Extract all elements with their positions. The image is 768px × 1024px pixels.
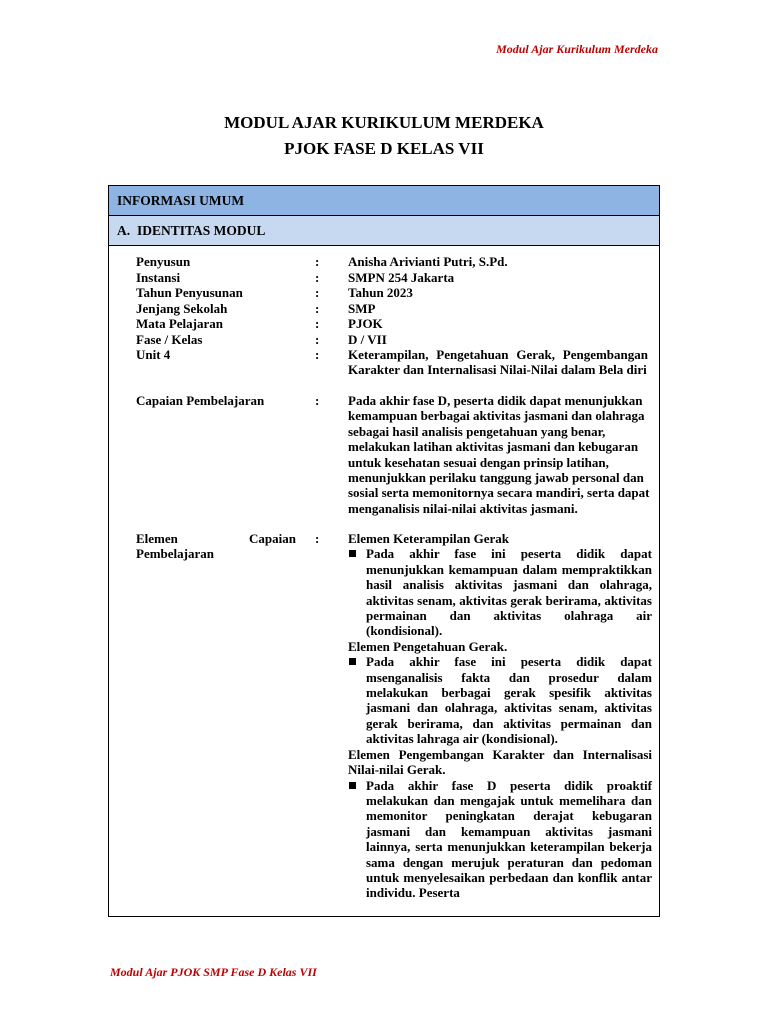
identity-label: Unit 4 <box>136 347 171 362</box>
subsection-label: IDENTITAS MODUL <box>137 223 266 238</box>
elemen-bullet <box>348 546 652 638</box>
separator: : <box>315 531 320 546</box>
identity-value: D / VII <box>348 331 387 347</box>
identity-label: Fase / Kelas <box>136 331 203 347</box>
module-info-table <box>108 185 660 917</box>
separator: : <box>315 331 320 347</box>
running-footer: Modul Ajar PJOK SMP Fase D Kelas VII <box>110 965 317 979</box>
square-bullet-icon <box>349 658 356 665</box>
separator: : <box>315 285 320 300</box>
capaian-label: Capaian Pembelajaran <box>136 393 265 408</box>
square-bullet-icon <box>349 550 356 557</box>
elemen-heading: Elemen Keterampilan Gerak <box>348 531 510 546</box>
elemen-label-line1: Elemen Capaian <box>136 531 296 546</box>
separator: : <box>315 269 320 285</box>
identity-label: Instansi <box>136 269 181 285</box>
separator: : <box>315 254 320 269</box>
elemen-bullet <box>348 778 652 901</box>
elemen-label <box>136 531 296 562</box>
separator: : <box>315 347 320 362</box>
section-bar-informasi-umum: INFORMASI UMUM <box>109 186 659 216</box>
identity-value: Tahun 2023 <box>348 285 413 300</box>
elemen-bullet <box>348 654 652 746</box>
separator: : <box>315 316 320 331</box>
identity-value: Keterampilan, Pengetahuan Gerak, Pengembangan Karakter dan Internalisasi Nilai-Nilai dalam Bela diri <box>348 347 648 378</box>
subsection-bar-identitas-modul <box>109 216 659 246</box>
capaian-text: Pada akhir fase D, peserta didik dapat menunjukkan kemampuan berbagai aktivitas jasmani dan olahraga sebagai hasil analisis pengetahuan yang benar, melakukan latihan aktivitas jasmani dan kebugaran untuk kesehatan sesuai dengan prinsip latihan, menunjukkan perilaku tanggung jawab personal dan sosial serta memonitornya secara mandiri, serta dapat menganalisis nilai-nilai aktivitas jasmani. <box>348 393 650 516</box>
identity-label: Tahun Penyusunan <box>136 285 243 300</box>
separator: : <box>315 300 320 316</box>
running-header: Modul Ajar Kurikulum Merdeka <box>496 42 658 56</box>
elemen-content <box>348 531 652 901</box>
elemen-bullet-text: Pada akhir fase ini peserta didik dapat menunjukkan kemampuan dalam mempraktikkan hasil analisis aktivitas jasmani dan olahraga, aktivitas senam, aktivitas gerak berirama, aktivitas permainan dan aktivitas olahraga air (kondisional). <box>366 546 652 639</box>
identity-value: SMP <box>348 300 376 316</box>
elemen-label-line2: Pembelajaran <box>136 546 214 562</box>
identity-value: SMPN 254 Jakarta <box>348 269 455 285</box>
elemen-heading: Elemen Pengetahuan Gerak. <box>348 638 508 654</box>
identity-label: Mata Pelajaran <box>136 316 224 331</box>
elemen-heading: Elemen Pengembangan Karakter dan Internalisasi Nilai-nilai Gerak. <box>348 746 652 778</box>
elemen-bullet-text: Pada akhir fase ini peserta didik dapat msenganalisis fakta dan prosedur dalam melakukan berbagai gerak spesifik aktivitas jasmani dan olahraga, aktivitas senam, aktivitas gerak berirama, dan aktivitas permainan dan aktivitas lahraga air (kondisional). <box>366 654 652 747</box>
identity-value: Anisha Arivianti Putri, S.Pd. <box>348 254 508 269</box>
separator: : <box>315 393 320 408</box>
square-bullet-icon <box>349 782 356 789</box>
identity-label: Penyusun <box>136 254 191 269</box>
document-title: MODUL AJAR KURIKULUM MERDEKA <box>224 113 544 132</box>
document-subtitle: PJOK FASE D KELAS VII <box>284 139 484 158</box>
elemen-bullet-text: Pada akhir fase D peserta didik proaktif melakukan dan mengajak untuk memelihara dan memonitor peningkatan derajat kebugaran jasmani dan kemampuan aktivitas jasmani lainnya, serta menunjukkan keterampilan bekerja sama dengan merujuk peraturan dan pedoman untuk menyelesaikan perbedaan dan konflik antar individu. Peserta <box>366 777 652 901</box>
identity-label: Jenjang Sekolah <box>136 300 228 316</box>
identity-value: PJOK <box>348 316 383 331</box>
subsection-number: A. <box>117 223 131 238</box>
